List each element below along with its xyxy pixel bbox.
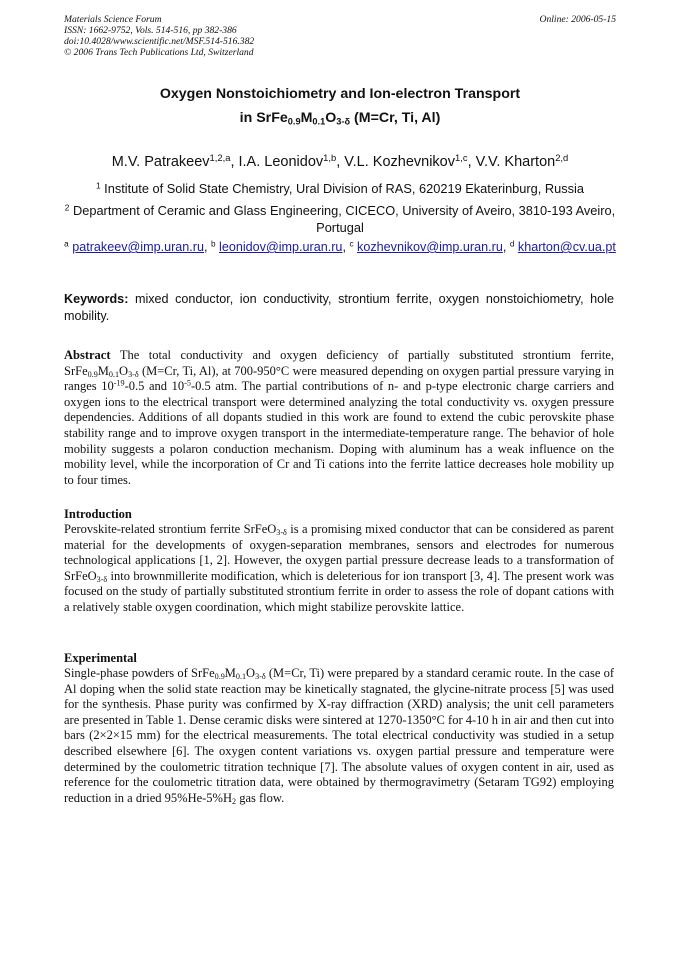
issn-line: ISSN: 1662-9752, Vols. 514-516, pp 382-386	[64, 25, 237, 36]
keywords-label: Keywords:	[64, 292, 129, 306]
author-affil-mark: 1,c	[455, 151, 468, 163]
author-name: V.V. Kharton	[475, 154, 556, 170]
abstract-label: Abstract	[64, 348, 111, 362]
author-list: M.V. Patrakeev$^{1,2,a}$, I.A. Leonidov$^{1,b}$, V.L. Kozhevnikov$^{1,c}$, V.V. Kharton$^{2,d}$	[111, 151, 569, 170]
experimental-body: Single-phase powders of $SrFe_{0.9}M_{0.1}O_{3-\delta}$ (M=Cr, Ti) were prepared by a standard ceramic route. In the case of Al doping when the solid state reaction may be kinetically stagnated, the glycine-nitrate process [5] was used for the synthesis. Phase purity was confirmed by X-ray diffraction (XRD) analysis; the unit cell parameters are presented in Table 1. Dense ceramic disks were sintered at 1270-1350°C for 4-10 h in air and then cut into bars (2×2×15 mm) for the electrical measurements. The total electrical conductivity was studied in a setup described elsewhere [6]. The oxygen content variations vs. oxygen partial pressure and temperature were determined by the coulometric titration technique [7]. The absolute values of oxygen content in air, used as reference for the coulometric titration data, were obtained by thermogravimetry (Setaram TG92) employing reduction in a dried $95\%He-5\%H_2$ gas flow.	[64, 666, 615, 806]
affiliation-2: $^2$ Department of Ceramic and Glass Engineering, CICECO, University of Aveiro, 3810-193 Aveiro, Portugal	[64, 202, 616, 235]
email-link[interactable]: kharton@cv.ua.pt	[517, 240, 616, 254]
abstract: Abstract The total conductivity and oxygen deficiency of partially substituted strontium ferrite, $SrFe_{0.9}M_{0.1}O_{3-\delta}$ (M=Cr, Ti, Al), at 700-950°C were measured depending on oxygen partial pressure varying in ranges $10^{-19}-0.5$ and $10^{-5}-0.5$ atm. The partial contributions of n- and p-type electronic charge carriers and oxygen ions to the electrical transport were determined analyzing the total conductivity vs. oxygen pressure dependencies. Additions of all dopants studied in this work are found to extend the cubic perovskite phase stability range and to improve oxygen transport in the intermediate-temperature range. The behavior of hole mobility suggests a polaron conduction mechanism. Doping with aluminum has a weak influence on the mobility level, while the incorporation of Cr and Ti cations into the ferrite lattice decreases hole mobility up to four times.	[64, 348, 614, 487]
journal-header	[64, 14, 616, 58]
title-line-1: Oxygen Nonstoichiometry and Ion-electron Transport	[159, 86, 521, 102]
author-name: V.L. Kozhevnikov	[344, 154, 456, 170]
doi-line: doi:10.4028/www.scientific.net/MSF.514-516.382	[64, 36, 255, 47]
keywords-text: mixed conductor, ion conductivity, strontium ferrite, oxygen nonstoichiometry, hole mobility.	[64, 292, 614, 323]
email-link[interactable]: patrakeev@imp.uran.ru	[72, 240, 204, 254]
experimental-heading: Experimental	[64, 651, 137, 665]
author-name: I.A. Leonidov	[238, 154, 324, 170]
online-date: Online: 2006-05-15	[539, 14, 616, 25]
affiliation-1: $^1$ Institute of Solid State Chemistry, Ural Division of RAS, 620219 Ekaterinburg, Russia	[95, 180, 585, 196]
introduction-body: Perovskite-related strontium ferrite SrFeO$_{3-\delta}$ is a promising mixed conductor that can be considered as parent material for the developments of oxygen-separation membranes, sensors and electrodes for numerous technological applications [1, 2]. However, the oxygen partial pressure decrease leads to a transformation of SrFeO$_{3-\delta}$ into brownmillerite modification, which is deleterious for ion transport [3, 4]. The present work was focused on the study of partially substituted strontium ferrite in order to assess the role of dopant cations with a relatively stable oxygen coordination, which might stabilize perovskite lattice.	[64, 522, 614, 614]
copyright-line: © 2006 Trans Tech Publications Ltd, Switzerland	[64, 47, 254, 58]
keywords	[64, 291, 614, 325]
author-affil-mark: 1,2,a	[209, 151, 231, 163]
author-affil-mark: 1,b	[323, 151, 337, 163]
title-line-2: in $SrFe_{0.9}M_{0.1}O_{3-\delta}$ (M=Cr, Ti, Al)	[239, 110, 441, 127]
paper-title	[64, 82, 616, 130]
introduction-heading: Introduction	[64, 507, 132, 521]
author-name: M.V. Patrakeev	[111, 154, 210, 170]
author-affil-mark: 2,d	[555, 151, 569, 163]
journal-name: Materials Science Forum	[64, 14, 162, 25]
email-link[interactable]: leonidov@imp.uran.ru	[219, 240, 343, 254]
email-link[interactable]: kozhevnikov@imp.uran.ru	[357, 240, 503, 254]
author-emails: $^a$ patrakeev@imp.uran.ru, $^b$ leonidov@imp.uran.ru, $^c$ kozhevnikov@imp.uran.ru, $^d$ kharton@cv.ua.pt	[64, 239, 616, 254]
